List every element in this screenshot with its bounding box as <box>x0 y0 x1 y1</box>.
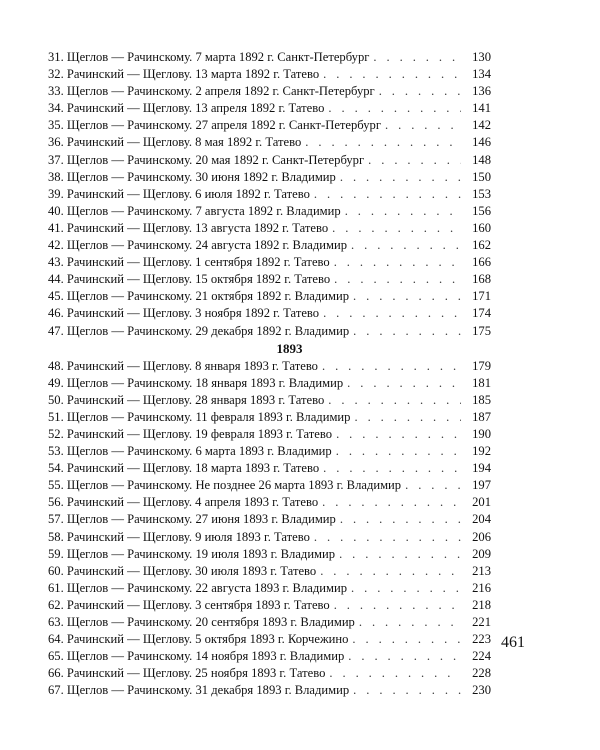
toc-entry <box>48 305 491 322</box>
entry-title: 36. Рачинский — Щеглову. 8 мая 1892 г. Татево <box>48 135 302 150</box>
entry-title: 40. Щеглов — Рачинскому. 7 августа 1892 г. Владимир <box>48 203 341 218</box>
dot-leader <box>322 494 461 511</box>
entry-title: 59. Щеглов — Рачинскому. 19 июля 1893 г. Владимир <box>48 546 336 561</box>
toc-entry <box>48 426 491 443</box>
entry-title: 34. Рачинский — Щеглову. 13 апреля 1892 г. Татево <box>48 101 325 116</box>
entry-title: 52. Рачинский — Щеглову. 19 февраля 1893 г. Татево <box>48 426 333 441</box>
entry-page-number: 206 <box>472 529 491 544</box>
toc-entry <box>48 100 491 117</box>
entry-title: 45. Щеглов — Рачинскому. 21 октября 1892 г. Владимир <box>48 289 350 304</box>
dot-leader <box>334 254 461 271</box>
entry-page-number: 150 <box>472 169 491 184</box>
entry-page-number: 192 <box>472 444 491 459</box>
entry-page-number: 204 <box>472 512 491 527</box>
toc-entry <box>48 83 491 100</box>
dot-leader <box>373 49 461 66</box>
table-of-contents <box>48 49 491 699</box>
entry-page-number: 134 <box>472 67 491 82</box>
toc-entry <box>48 169 491 186</box>
entries-1892 <box>48 49 491 340</box>
entry-title: 33. Щеглов — Рачинскому. 2 апреля 1892 г. Санкт-Петербург <box>48 84 375 99</box>
entry-page-number: 179 <box>472 358 491 373</box>
entry-page-number: 190 <box>472 426 491 441</box>
dot-leader <box>314 186 461 203</box>
entry-title: 65. Щеглов — Рачинскому. 14 ноября 1893 г. Владимир <box>48 649 345 664</box>
entry-title: 67. Щеглов — Рачинскому. 31 декабря 1893 г. Владимир <box>48 683 350 698</box>
dot-leader <box>328 392 461 409</box>
entry-page-number: 171 <box>472 289 491 304</box>
entry-title: 44. Рачинский — Щеглову. 15 октября 1892 г. Татево <box>48 272 331 287</box>
entry-title: 46. Рачинский — Щеглову. 3 ноября 1892 г. Татево <box>48 306 320 321</box>
entry-page-number: 142 <box>472 118 491 133</box>
toc-entry <box>48 682 491 699</box>
entry-page-number: 153 <box>472 186 491 201</box>
dot-leader <box>345 203 461 220</box>
toc-entry <box>48 511 491 528</box>
entry-title: 47. Щеглов — Рачинскому. 29 декабря 1892 г. Владимир <box>48 323 350 338</box>
entry-page-number: 223 <box>472 632 491 647</box>
entry-title: 49. Щеглов — Рачинскому. 18 января 1893 г. Владимир <box>48 375 344 390</box>
toc-entry <box>48 49 491 66</box>
toc-entry <box>48 288 491 305</box>
dot-leader <box>347 375 461 392</box>
dot-leader <box>329 665 461 682</box>
toc-entry <box>48 152 491 169</box>
toc-entry <box>48 443 491 460</box>
toc-entry <box>48 271 491 288</box>
entry-page-number: 156 <box>472 203 491 218</box>
entry-page-number: 175 <box>472 323 491 338</box>
entry-page-number: 221 <box>472 615 491 629</box>
toc-entry <box>48 117 491 134</box>
entry-title: 63. Щеглов — Рачинскому. 20 сентября 1893 г. Владимир <box>48 615 355 629</box>
entry-title: 37. Щеглов — Рачинскому. 20 мая 1892 г. Санкт-Петербург <box>48 152 365 167</box>
dot-leader <box>334 597 461 614</box>
dot-leader <box>353 323 461 340</box>
entry-title: 48. Рачинский — Щеглову. 8 января 1893 г. Татево <box>48 358 318 373</box>
toc-entry <box>48 186 491 203</box>
entry-page-number: 146 <box>472 135 491 150</box>
dot-leader <box>332 220 461 237</box>
toc-entry <box>48 392 491 409</box>
entry-title: 51. Щеглов — Рачинскому. 11 февраля 1893 г. Владимир <box>48 409 351 424</box>
toc-entry <box>48 220 491 237</box>
dot-leader <box>305 134 461 151</box>
entry-title: 35. Щеглов — Рачинскому. 27 апреля 1892 г. Санкт-Петербург <box>48 118 381 133</box>
toc-entry <box>48 665 491 682</box>
toc-entry <box>48 614 491 631</box>
dot-leader <box>340 169 461 186</box>
entry-title: 60. Рачинский — Щеглову. 30 июля 1893 г. Татево <box>48 563 317 578</box>
year-heading: 1893 <box>276 340 303 356</box>
entry-page-number: 224 <box>472 649 491 664</box>
toc-entry <box>48 597 491 614</box>
entries-1893 <box>48 358 491 700</box>
dot-leader <box>339 546 461 563</box>
entry-title: 53. Щеглов — Рачинскому. 6 марта 1893 г. Владимир <box>48 444 332 459</box>
entry-page-number: 174 <box>472 306 491 321</box>
toc-entry <box>48 134 491 151</box>
dot-leader <box>368 152 461 169</box>
entry-title: 43. Рачинский — Щеглову. 1 сентября 1892 г. Татево <box>48 255 330 270</box>
toc-entry <box>48 254 491 271</box>
entry-title: 55. Щеглов — Рачинскому. Не позднее 26 марта 1893 г. Владимир <box>48 478 402 493</box>
toc-entry <box>48 529 491 546</box>
entry-page-number: 187 <box>472 409 491 424</box>
toc-entry <box>48 66 491 83</box>
toc-entry <box>48 631 491 648</box>
toc-entry <box>48 460 491 477</box>
entry-page-number: 194 <box>472 461 491 476</box>
dot-leader <box>323 305 461 322</box>
dot-leader <box>352 631 461 648</box>
entry-page-number: 185 <box>472 392 491 407</box>
toc-entry <box>48 580 491 597</box>
toc-entry <box>48 546 491 563</box>
toc-entry <box>48 648 491 665</box>
entry-page-number: 201 <box>472 495 491 510</box>
toc-entry <box>48 237 491 254</box>
entry-page-number: 160 <box>472 220 491 235</box>
entry-page-number: 162 <box>472 238 491 253</box>
toc-entry <box>48 494 491 511</box>
dot-leader <box>320 563 461 580</box>
entry-page-number: 130 <box>472 50 491 64</box>
toc-entry <box>48 409 491 426</box>
dot-leader <box>323 460 461 477</box>
toc-entry <box>48 358 491 375</box>
entry-page-number: 209 <box>472 546 491 561</box>
entry-page-number: 218 <box>472 597 491 612</box>
entry-title: 64. Рачинский — Щеглову. 5 октября 1893 г. Корчежино <box>48 632 349 647</box>
dot-leader <box>351 580 461 597</box>
entry-title: 50. Рачинский — Щеглову. 28 января 1893 г. Татево <box>48 392 325 407</box>
entry-page-number: 213 <box>472 563 491 578</box>
dot-leader <box>351 237 461 254</box>
entry-page-number: 141 <box>472 101 491 116</box>
entry-title: 66. Рачинский — Щеглову. 25 ноября 1893 г. Татево <box>48 666 326 681</box>
dot-leader <box>336 443 461 460</box>
entry-title: 54. Рачинский — Щеглову. 18 марта 1893 г. Татево <box>48 461 320 476</box>
entry-title: 61. Щеглов — Рачинскому. 22 августа 1893 г. Владимир <box>48 580 347 595</box>
dot-leader <box>379 83 461 100</box>
dot-leader <box>314 529 461 546</box>
toc-entry <box>48 323 491 340</box>
dot-leader <box>323 66 461 83</box>
toc-entry <box>48 563 491 580</box>
dot-leader <box>353 288 461 305</box>
dot-leader <box>353 682 461 699</box>
dot-leader <box>405 477 461 494</box>
entry-title: 42. Щеглов — Рачинскому. 24 августа 1892 г. Владимир <box>48 238 347 253</box>
entry-page-number: 228 <box>472 666 491 681</box>
dot-leader <box>336 426 461 443</box>
entry-title: 31. Щеглов — Рачинскому. 7 марта 1892 г. Санкт-Петербург <box>48 50 370 64</box>
dot-leader <box>359 614 461 631</box>
dot-leader <box>328 100 461 117</box>
entry-title: 39. Рачинский — Щеглову. 6 июля 1892 г. Татево <box>48 186 310 201</box>
dot-leader <box>348 648 461 665</box>
toc-entry <box>48 375 491 392</box>
dot-leader <box>322 358 461 375</box>
entry-page-number: 216 <box>472 580 491 595</box>
entry-page-number: 136 <box>472 84 491 99</box>
entry-page-number: 166 <box>472 255 491 270</box>
entry-title: 62. Рачинский — Щеглову. 3 сентября 1893 г. Татево <box>48 597 330 612</box>
entry-title: 41. Рачинский — Щеглову. 13 августа 1892 г. Татево <box>48 220 329 235</box>
dot-leader <box>385 117 461 134</box>
toc-entry <box>48 203 491 220</box>
page-number: 461 <box>501 634 525 651</box>
dot-leader <box>334 271 461 288</box>
entry-title: 56. Рачинский — Щеглову. 4 апреля 1893 г. Татево <box>48 495 319 510</box>
entry-page-number: 181 <box>472 375 491 390</box>
entry-title: 57. Щеглов — Рачинскому. 27 июня 1893 г. Владимир <box>48 512 336 527</box>
entry-title: 58. Рачинский — Щеглову. 9 июля 1893 г. Татево <box>48 529 310 544</box>
entry-page-number: 168 <box>472 272 491 287</box>
entry-page-number: 230 <box>472 683 491 698</box>
dot-leader <box>354 409 461 426</box>
entry-title: 38. Щеглов — Рачинскому. 30 июня 1892 г. Владимир <box>48 169 336 184</box>
entry-title: 32. Рачинский — Щеглову. 13 марта 1892 г. Татево <box>48 67 320 82</box>
dot-leader <box>340 511 461 528</box>
toc-entry <box>48 477 491 494</box>
entry-page-number: 148 <box>472 152 491 167</box>
entry-page-number: 197 <box>472 478 491 493</box>
